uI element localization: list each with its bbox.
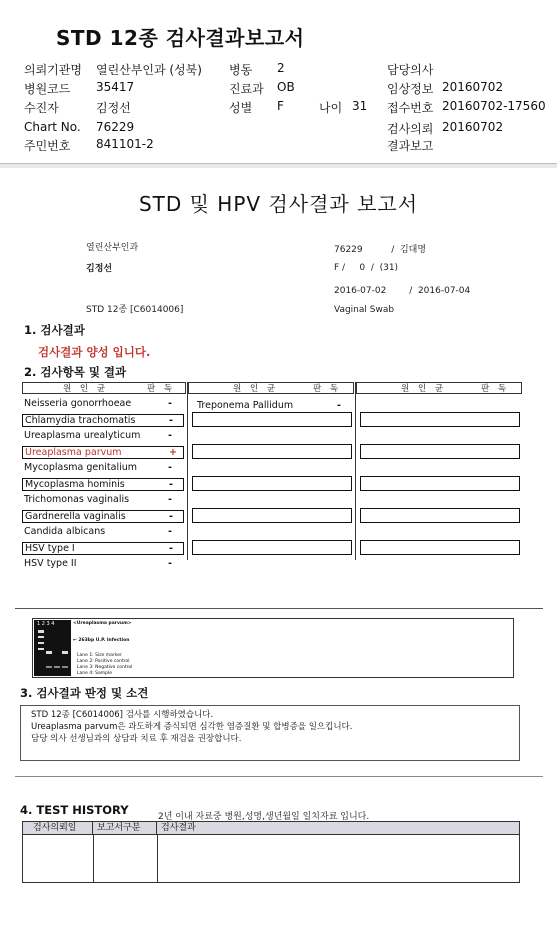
empty-result-box <box>192 444 352 459</box>
value-dept: OB <box>277 80 295 94</box>
pathogen-result: - <box>168 430 172 441</box>
conclusion-box <box>20 705 520 761</box>
conclusion-line-1: STD 12종 [C6014006] 검사를 시행하였습니다. <box>31 710 214 720</box>
value-clinical-info: 20160702 <box>442 80 504 94</box>
empty-result-box <box>192 412 352 427</box>
result-row <box>22 446 184 459</box>
gel-legend-1: Lane 1: Size marker <box>77 653 122 658</box>
gel-image <box>34 620 71 676</box>
history-divider <box>157 835 158 882</box>
value-patient: 김정선 <box>96 101 131 115</box>
grid-header-col1 <box>22 382 186 394</box>
value-institution: 열린산부인과 (성북) <box>96 63 202 77</box>
report-clinic: 열린산부인과 <box>86 243 139 253</box>
summary-title: STD 12종 검사결과보고서 <box>56 26 305 50</box>
section-4-heading: 4. TEST HISTORY <box>20 803 129 817</box>
label-receipt-no: 접수번호 <box>387 101 434 115</box>
gel-electrophoresis-figure <box>32 618 514 678</box>
pathogen-name: Ureaplasma parvum <box>25 447 122 458</box>
conclusion-line-2: Ureaplasma parvum은 과도하게 증식되면 심각한 염증질환 및 합병증을 일으킵니다. <box>31 722 353 732</box>
empty-result-box <box>360 476 520 491</box>
col2-pathogen-header: 원 인 균 <box>233 384 279 394</box>
result-row <box>22 478 184 491</box>
section-2-heading: 2. 검사항목 및 결과 <box>24 365 127 379</box>
empty-result-box <box>360 540 520 555</box>
pathogen-name: Gardnerella vaginalis <box>25 511 126 522</box>
pathogen-result: - <box>168 462 172 473</box>
pathogen-name: Chlamydia trachomatis <box>25 415 136 426</box>
value-sex: F <box>277 99 284 113</box>
report-dates: 2016-07-02 / 2016-07-04 <box>334 286 471 296</box>
label-report: 결과보고 <box>387 139 434 153</box>
gel-band-label: ← 263bp U.P. Infection <box>73 638 130 643</box>
pathogen-result: - <box>169 415 173 426</box>
empty-result-box <box>360 412 520 427</box>
pathogen-result: - <box>168 398 172 409</box>
result-row <box>22 494 184 507</box>
history-divider <box>93 835 94 882</box>
label-request: 검사의뢰 <box>387 122 434 136</box>
summary-sheet <box>0 0 557 164</box>
result-row <box>22 558 184 571</box>
pathogen-result: - <box>168 494 172 505</box>
result-row <box>22 526 184 539</box>
label-age: 나이 <box>319 101 343 115</box>
gel-title: <Ureaplasma parvum> <box>73 621 132 626</box>
grid-header-col2 <box>188 382 354 394</box>
value-age: 31 <box>352 99 368 113</box>
col2-item-name: Treponema Pallidum <box>197 400 294 411</box>
history-col-result: 검사결과 <box>161 823 196 833</box>
empty-result-box <box>360 444 520 459</box>
col3-result-header: 판 독 <box>481 384 510 394</box>
label-ward: 병동 <box>229 63 253 77</box>
pathogen-name: Candida albicans <box>24 526 106 537</box>
positive-result-text: 검사결과 양성 입니다. <box>38 345 151 359</box>
pathogen-name: Mycoplasma genitalium <box>24 462 138 473</box>
grid-divider-1 <box>187 382 188 560</box>
section-separator <box>15 608 543 609</box>
gel-lane-numbers: 1 2 3 4 <box>37 621 55 627</box>
col2-result-header: 판 독 <box>313 384 342 394</box>
empty-result-box <box>192 540 352 555</box>
value-hospital-code: 35417 <box>96 80 135 94</box>
label-doctor: 담당의사 <box>387 63 434 77</box>
report-test-code: STD 12종 [C6014006] <box>86 305 184 315</box>
report-sex-age: F / 0 / (31) <box>334 263 399 273</box>
pathogen-result: - <box>169 479 173 490</box>
col2-item-result: - <box>337 400 341 411</box>
section-1-heading: 1. 검사결과 <box>24 323 85 337</box>
value-ward: 2 <box>277 61 285 75</box>
label-chart-no: Chart No. <box>24 120 81 134</box>
grid-divider-2 <box>355 382 356 560</box>
empty-result-box <box>192 476 352 491</box>
empty-result-box <box>192 508 352 523</box>
pathogen-result: - <box>168 526 172 537</box>
test-history-table <box>22 821 520 883</box>
section-separator <box>15 776 543 777</box>
history-col-report-type: 보고서구분 <box>93 822 157 835</box>
label-id-no: 주민번호 <box>24 139 71 153</box>
gel-legend-4: Lane 4: Sample <box>77 671 112 676</box>
value-receipt-no: 20160702-17560 <box>442 99 546 113</box>
result-row <box>22 414 184 427</box>
gel-legend-3: Lane 3: Negative control <box>77 665 133 670</box>
section-3-heading: 3. 검사결과 판정 및 소견 <box>20 686 149 700</box>
col3-pathogen-header: 원 인 균 <box>401 384 447 394</box>
label-dept: 진료과 <box>229 82 264 96</box>
grid-header-col3 <box>356 382 522 394</box>
pathogen-name: HSV type II <box>24 558 77 569</box>
pathogen-result: - <box>169 543 173 554</box>
report-title: STD 및 HPV 검사결과 보고서 <box>138 192 419 216</box>
result-row <box>22 462 184 475</box>
value-id-no: 841101-2 <box>96 137 154 151</box>
result-row <box>22 398 184 411</box>
pathogen-result: - <box>168 558 172 569</box>
col-pathogen-header: 원 인 균 <box>63 384 109 394</box>
conclusion-line-3: 담당 의사 선생님과의 상담과 치료 후 재검을 권장합니다. <box>31 734 242 744</box>
pathogen-name: Mycoplasma hominis <box>25 479 125 490</box>
result-row <box>22 430 184 443</box>
label-institution: 의뢰기관명 <box>24 63 82 77</box>
gel-legend-2: Lane 2: Positive control <box>77 659 130 664</box>
history-header-row <box>23 822 519 835</box>
report-specimen: Vaginal Swab <box>334 305 395 315</box>
pathogen-name: Trichomonas vaginalis <box>24 494 130 505</box>
report-patient: 김정선 <box>86 264 113 274</box>
pathogen-name: HSV type I <box>25 543 75 554</box>
label-hospital-code: 병원코드 <box>24 82 71 96</box>
result-row <box>22 542 184 555</box>
history-note: 2년 이내 자료중 병원,성명,생년월일 일치자료 입니다. <box>158 812 370 822</box>
result-row <box>22 510 184 523</box>
history-col-request-date: 검사의뢰일 <box>23 822 93 835</box>
pathogen-name: Neisseria gonorrhoeae <box>24 398 132 409</box>
label-patient: 수진자 <box>24 101 59 115</box>
pathogen-result: + <box>169 447 177 458</box>
pathogen-name: Ureaplasma urealyticum <box>24 430 141 441</box>
label-clinical-info: 임상정보 <box>387 82 434 96</box>
report-chart-doctor: 76229 / 김대명 <box>334 245 427 255</box>
value-chart-no: 76229 <box>96 120 135 134</box>
pathogen-result: - <box>169 511 173 522</box>
report-page <box>0 168 557 936</box>
value-request: 20160702 <box>442 120 504 134</box>
label-sex: 성별 <box>229 101 253 115</box>
empty-result-box <box>360 508 520 523</box>
col-result-header: 판 독 <box>147 384 176 394</box>
